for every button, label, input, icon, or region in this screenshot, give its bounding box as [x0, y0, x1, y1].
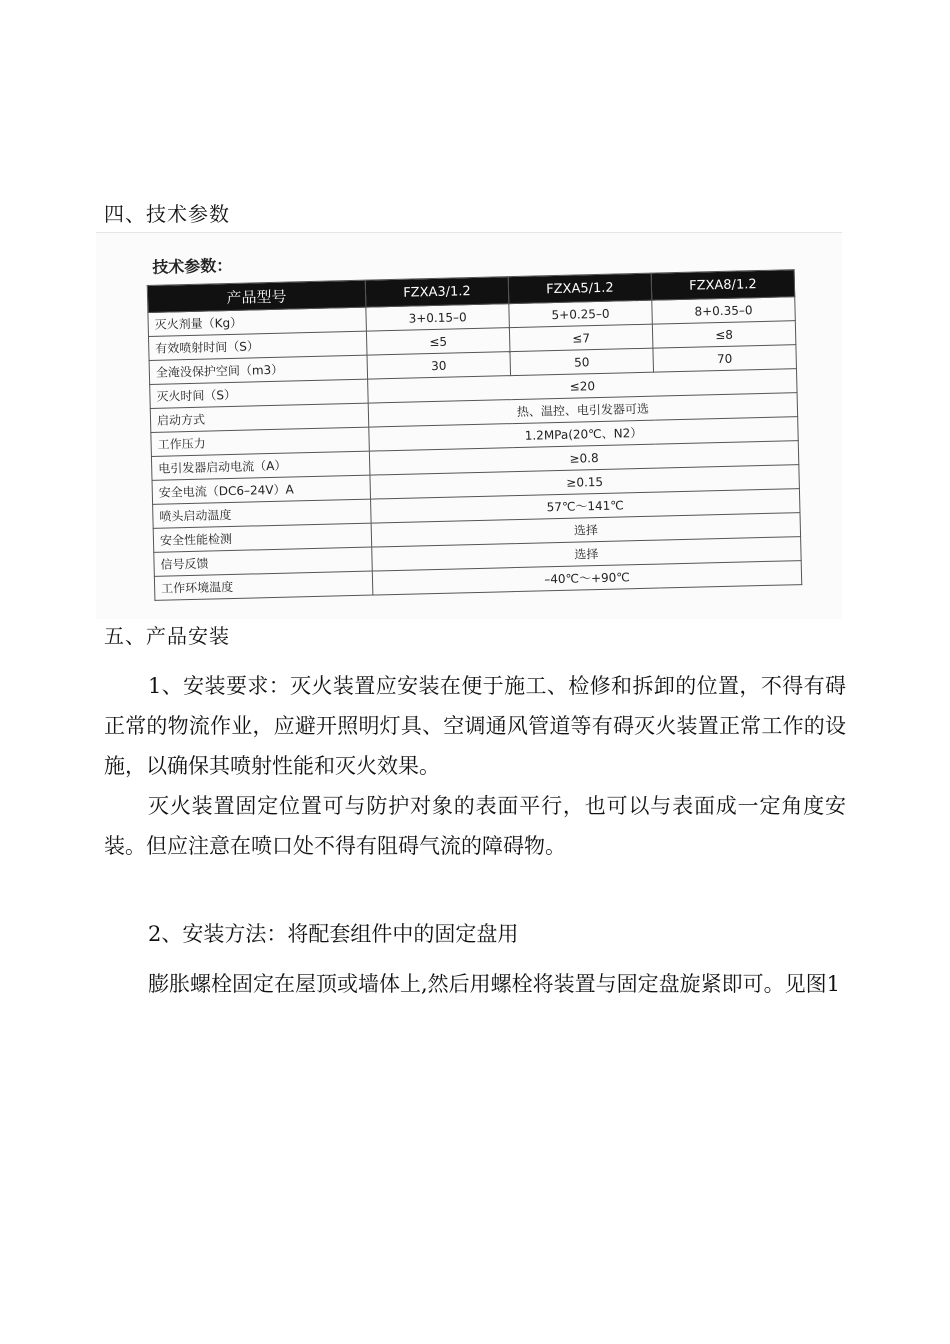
cell-value: 57℃～141℃	[371, 489, 800, 523]
cell-value: 30	[367, 352, 511, 379]
row-label: 喷头启动温度	[153, 499, 372, 528]
section-heading-installation: 五、产品安装	[104, 624, 230, 648]
paragraph-install-method: 2、安装方法：将配套组件中的固定盘用	[148, 922, 519, 946]
row-label: 工作环境温度	[154, 571, 373, 600]
cell-value: 选择	[371, 513, 800, 547]
spec-table-title: 技术参数：	[152, 255, 233, 277]
cell-value: ≥0.8	[369, 441, 798, 475]
scanned-spec-table-image	[96, 232, 842, 619]
cell-value: ≤7	[509, 324, 653, 351]
paragraph-install-requirements: 1、安装要求：灭火装置应安装在便于施工、检修和拆卸的位置，不得有碍正常的物流作业，应避开照明灯具、空调通风管道等有碍灭火装置正常工作的设施，以确保其喷射性能和灭火效果。	[104, 674, 846, 778]
cell-value: 5+0.25–0	[509, 300, 653, 327]
cell-value: ≤8	[652, 321, 796, 348]
cell-value: 70	[653, 345, 797, 372]
header-model-fzxa8: FZXA8/1.2	[651, 270, 795, 300]
row-label: 灭火剂量（Kg）	[148, 307, 367, 336]
cell-value: 选择	[372, 537, 801, 571]
spec-table	[147, 269, 803, 601]
row-label: 安全电流（DC6–24V）A	[152, 475, 371, 504]
row-label: 安全性能检测	[153, 523, 372, 552]
paragraph-install-method-cont: 膨胀螺栓固定在屋顶或墙体上,然后用螺栓将装置与固定盘旋紧即可。见图1	[148, 972, 841, 996]
header-product-model: 产品型号	[147, 280, 366, 312]
cell-value: 热、温控、电引发器可选	[368, 393, 797, 427]
spec-table-wrapper	[146, 239, 814, 601]
header-model-fzxa5: FZXA5/1.2	[508, 273, 652, 303]
row-label: 工作压力	[151, 427, 370, 456]
row-label: 灭火时间（S）	[150, 379, 369, 408]
cell-value: 1.2MPa(20℃、N2）	[369, 417, 798, 451]
row-label: 有效喷射时间（S）	[148, 331, 367, 360]
cell-value: 50	[510, 348, 654, 375]
cell-value: 3+0.15–0	[366, 304, 510, 331]
paragraph-install-angle: 灭火装置固定位置可与防护对象的表面平行，也可以与表面成一定角度安装。但应注意在喷口处不得有阻碍气流的障碍物。	[104, 794, 846, 858]
row-label: 启动方式	[150, 403, 369, 432]
row-label: 信号反馈	[154, 547, 373, 576]
cell-value: ≤20	[368, 369, 797, 403]
row-label: 全淹没保护空间（m3）	[149, 355, 368, 384]
cell-value: 8+0.35–0	[652, 297, 796, 324]
row-label: 电引发器启动电流（A）	[151, 451, 370, 480]
header-model-fzxa3: FZXA3/1.2	[365, 277, 509, 307]
section-heading-technical-parameters: 四、技术参数	[104, 202, 230, 226]
cell-value: ≤5	[366, 328, 510, 355]
cell-value: ≥0.15	[370, 465, 799, 499]
cell-value: –40℃～+90℃	[372, 561, 801, 595]
